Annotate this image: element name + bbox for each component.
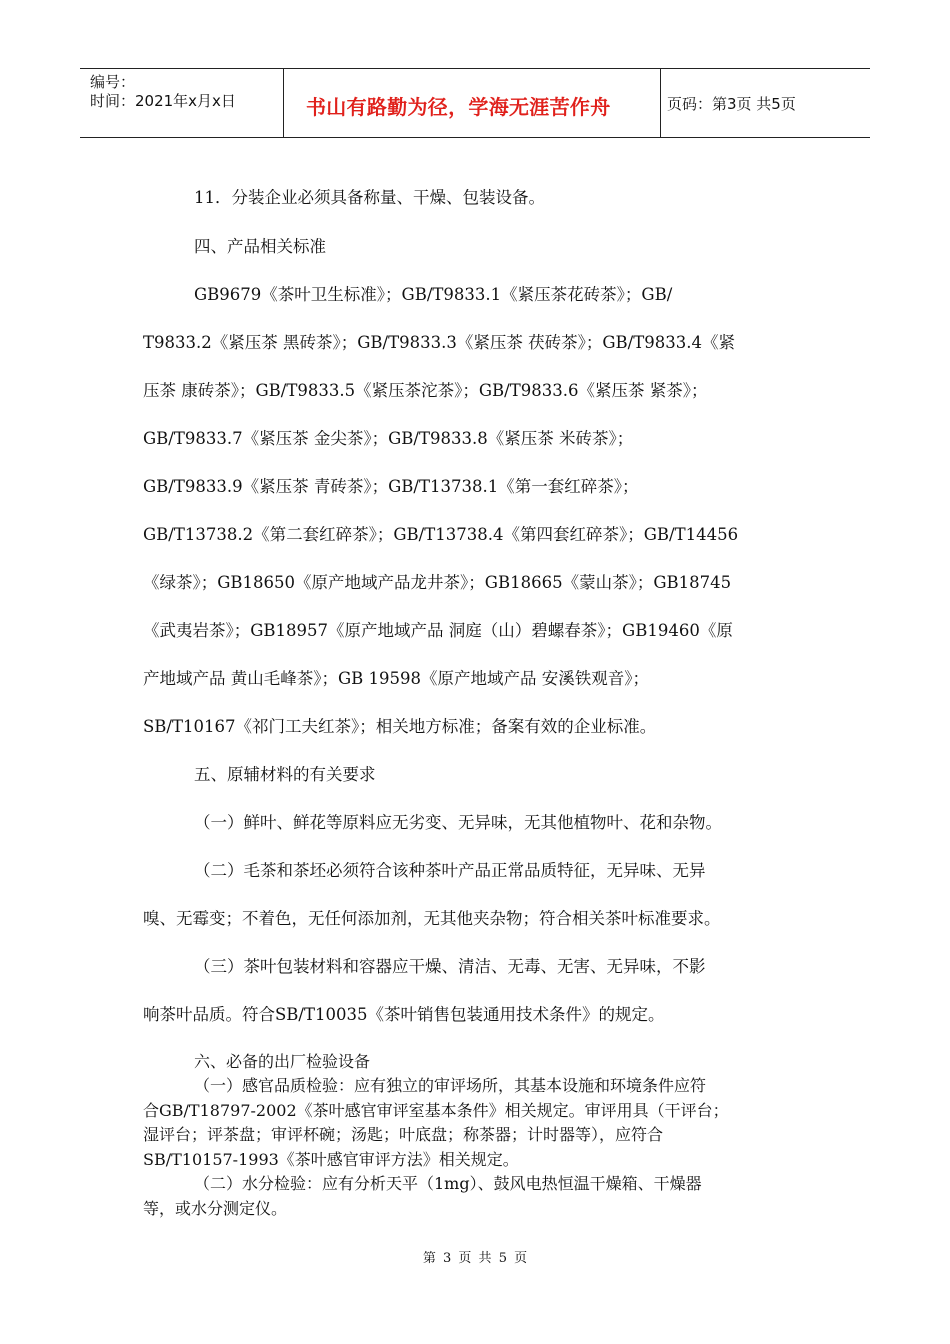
inspection-1: （一）感官品质检验：应有独立的审评场所，其基本设施和环境条件应符 [194,1076,707,1095]
standards-line: GB/T9833.7《紧压茶 金尖茶》；GB/T9833.8《紧压茶 米砖茶》； [143,429,634,448]
inspection-2-cont: 等，或水分测定仪。 [143,1199,288,1218]
page-footer: 第 3 页 共 5 页 [422,1251,528,1266]
requirement-2-cont: 嗅、无霉变；不着色，无任何添加剂，无其他夹杂物；符合相关茶叶标准要求。 [143,909,721,928]
requirement-1: （一）鲜叶、鲜花等原料应无劣变、无异味，无其他植物叶、花和杂物。 [194,813,722,832]
standards-line: 压茶 康砖茶》；GB/T9833.5《紧压茶沱茶》；GB/T9833.6《紧压茶 紧茶》； [143,381,708,400]
header-page-number: 页码：第3页 共5页 [667,95,796,113]
section-5-heading: 五、原辅材料的有关要求 [194,765,376,784]
standards-line: GB/T9833.9《紧压茶 青砖茶》；GB/T13738.1《第一套红碎茶》； [143,477,639,496]
requirement-2: （二）毛茶和茶坯必须符合该种茶叶产品正常品质特征，无异味、无异 [194,861,706,880]
header-motto: 书山有路勤为径，学海无涯苦作舟 [306,95,611,119]
standards-line: GB/T13738.2《第二套红碎茶》；GB/T13738.4《第四套红碎茶》；GB/T14456 [143,525,739,544]
item-11: 11．分装企业必须具备称量、干燥、包装设备。 [194,188,545,207]
inspection-2: （二）水分检验：应有分析天平（1mg）、鼓风电热恒温干燥箱、干燥器 [194,1174,702,1193]
inspection-1-cont: 湿评台；评茶盘；审评杯碗；汤匙；叶底盘；称茶器；计时器等），应符合 [143,1125,664,1144]
standards-line: 《绿茶》；GB18650《原产地域产品龙井茶》；GB18665《蒙山茶》；GB18745 [143,573,732,592]
standards-line: SB/T10167《祁门工夫红茶》；相关地方标准；备案有效的企业标准。 [143,717,657,736]
standards-line: 产地域产品 黄山毛峰茶》；GB 19598《原产地域产品 安溪铁观音》； [143,669,650,688]
header-page-cell [661,69,870,137]
document-date: 时间：2021年x月x日 [90,92,236,110]
requirement-3-cont: 响茶叶品质。符合SB/T10035《茶叶销售包装通用技术条件》的规定。 [143,1005,665,1024]
standards-line: T9833.2《紧压茶 黑砖茶》；GB/T9833.3《紧压茶 茯砖茶》；GB/T9833.4《紧 [143,333,735,352]
inspection-1-cont: 合GB/T18797-2002《茶叶感官审评室基本条件》相关规定。审评用具（干评台； [143,1101,729,1120]
standards-line: GB9679《茶叶卫生标准》；GB/T9833.1《紧压茶花砖茶》；GB/ [194,285,673,304]
header-motto-cell [284,69,661,137]
section-6-heading: 六、必备的出厂检验设备 [194,1052,371,1071]
document-number-label: 编号： [90,73,136,91]
section-4-heading: 四、产品相关标准 [194,237,326,256]
standards-line: 《武夷岩茶》；GB18957《原产地域产品 洞庭（山）碧螺春茶》；GB19460《原 [143,621,733,640]
requirement-3: （三）茶叶包装材料和容器应干燥、清洁、无毒、无害、无异味，不影 [194,957,706,976]
page-header [80,68,870,138]
inspection-1-cont: SB/T10157-1993《茶叶感官审评方法》相关规定。 [143,1150,519,1169]
header-meta [80,69,284,137]
